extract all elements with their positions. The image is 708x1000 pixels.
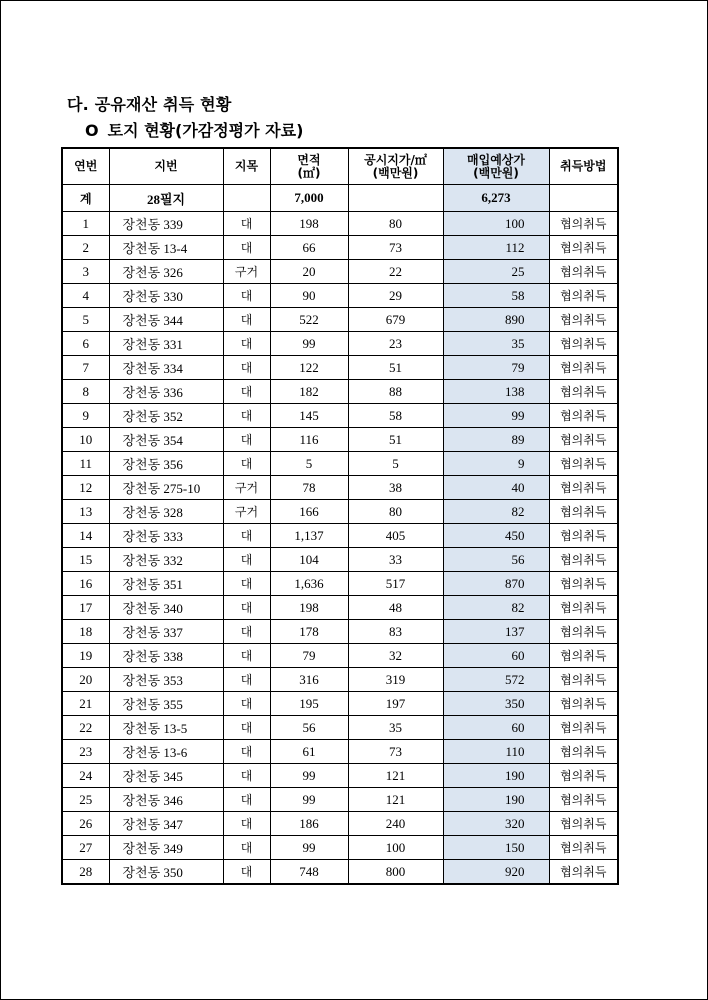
cell-no: 18 xyxy=(62,620,109,644)
cell-area: 99 xyxy=(270,836,348,860)
cell-area: 316 xyxy=(270,668,348,692)
cell-area: 122 xyxy=(270,356,348,380)
total-area: 7,000 xyxy=(270,185,348,212)
cell-jimok: 대 xyxy=(223,380,270,404)
table-row xyxy=(62,308,618,332)
cell-no: 15 xyxy=(62,548,109,572)
cell-jimok: 대 xyxy=(223,764,270,788)
cell-jimok: 대 xyxy=(223,572,270,596)
cell-jibeon: 장천동 13-6 xyxy=(109,740,223,764)
header-method: 취득방법 xyxy=(549,148,618,185)
cell-area: 182 xyxy=(270,380,348,404)
cell-no: 28 xyxy=(62,860,109,885)
cell-purchase: 890 xyxy=(443,308,549,332)
table-row xyxy=(62,452,618,476)
cell-no: 14 xyxy=(62,524,109,548)
cell-area: 99 xyxy=(270,764,348,788)
cell-jibeon: 장천동 351 xyxy=(109,572,223,596)
table-row xyxy=(62,236,618,260)
cell-jibeon: 장천동 347 xyxy=(109,812,223,836)
cell-area: 116 xyxy=(270,428,348,452)
cell-jibeon: 장천동 354 xyxy=(109,428,223,452)
header-area-line1: 면적 xyxy=(297,152,321,167)
cell-method: 협의취득 xyxy=(549,356,618,380)
cell-purchase: 99 xyxy=(443,404,549,428)
cell-method: 협의취득 xyxy=(549,668,618,692)
header-area xyxy=(270,148,348,185)
cell-area: 1,636 xyxy=(270,572,348,596)
header-purchase-line2: (백만원) xyxy=(473,165,519,180)
cell-purchase: 320 xyxy=(443,812,549,836)
subsection-title: 토지 현황(가감정평가 자료) xyxy=(107,121,304,140)
cell-price: 48 xyxy=(348,596,443,620)
table-row xyxy=(62,644,618,668)
total-price xyxy=(348,185,443,212)
cell-method: 협의취득 xyxy=(549,788,618,812)
cell-area: 61 xyxy=(270,740,348,764)
cell-price: 197 xyxy=(348,692,443,716)
cell-jibeon: 장천동 340 xyxy=(109,596,223,620)
cell-price: 679 xyxy=(348,308,443,332)
cell-jimok: 대 xyxy=(223,620,270,644)
cell-price: 80 xyxy=(348,212,443,236)
cell-area: 99 xyxy=(270,332,348,356)
cell-jimok: 대 xyxy=(223,452,270,476)
cell-area: 748 xyxy=(270,860,348,885)
cell-no: 10 xyxy=(62,428,109,452)
cell-area: 186 xyxy=(270,812,348,836)
cell-price: 240 xyxy=(348,812,443,836)
cell-jibeon: 장천동 332 xyxy=(109,548,223,572)
cell-jibeon: 장천동 337 xyxy=(109,620,223,644)
cell-area: 56 xyxy=(270,716,348,740)
cell-jimok: 대 xyxy=(223,284,270,308)
cell-method: 협의취득 xyxy=(549,764,618,788)
table-row xyxy=(62,572,618,596)
cell-price: 35 xyxy=(348,716,443,740)
cell-purchase: 82 xyxy=(443,596,549,620)
table-row xyxy=(62,476,618,500)
cell-no: 3 xyxy=(62,260,109,284)
cell-jimok: 대 xyxy=(223,740,270,764)
table-row xyxy=(62,596,618,620)
cell-method: 협의취득 xyxy=(549,284,618,308)
cell-area: 166 xyxy=(270,500,348,524)
cell-method: 협의취득 xyxy=(549,260,618,284)
cell-method: 협의취득 xyxy=(549,500,618,524)
cell-jibeon: 장천동 326 xyxy=(109,260,223,284)
cell-price: 121 xyxy=(348,788,443,812)
cell-jibeon: 장천동 353 xyxy=(109,668,223,692)
cell-jimok: 구거 xyxy=(223,476,270,500)
cell-purchase: 82 xyxy=(443,500,549,524)
cell-jibeon: 장천동 338 xyxy=(109,644,223,668)
cell-price: 800 xyxy=(348,860,443,885)
cell-area: 1,137 xyxy=(270,524,348,548)
table-row xyxy=(62,740,618,764)
cell-method: 협의취득 xyxy=(549,308,618,332)
cell-jimok: 대 xyxy=(223,596,270,620)
cell-jimok: 대 xyxy=(223,428,270,452)
cell-jimok: 구거 xyxy=(223,260,270,284)
cell-jibeon: 장천동 13-5 xyxy=(109,716,223,740)
cell-no: 12 xyxy=(62,476,109,500)
cell-price: 58 xyxy=(348,404,443,428)
total-method xyxy=(549,185,618,212)
table-row xyxy=(62,692,618,716)
cell-no: 9 xyxy=(62,404,109,428)
total-parcels: 28필지 xyxy=(109,185,223,212)
cell-area: 79 xyxy=(270,644,348,668)
cell-method: 협의취득 xyxy=(549,332,618,356)
table-row xyxy=(62,860,618,885)
cell-price: 73 xyxy=(348,236,443,260)
cell-jibeon: 장천동 356 xyxy=(109,452,223,476)
cell-method: 협의취득 xyxy=(549,428,618,452)
cell-method: 협의취득 xyxy=(549,572,618,596)
cell-price: 51 xyxy=(348,356,443,380)
cell-no: 1 xyxy=(62,212,109,236)
cell-jibeon: 장천동 275-10 xyxy=(109,476,223,500)
cell-jibeon: 장천동 331 xyxy=(109,332,223,356)
cell-jimok: 구거 xyxy=(223,500,270,524)
cell-purchase: 100 xyxy=(443,212,549,236)
cell-purchase: 56 xyxy=(443,548,549,572)
cell-jibeon: 장천동 333 xyxy=(109,524,223,548)
table-row xyxy=(62,524,618,548)
cell-jibeon: 장천동 13-4 xyxy=(109,236,223,260)
cell-area: 99 xyxy=(270,788,348,812)
cell-purchase: 150 xyxy=(443,836,549,860)
cell-method: 협의취득 xyxy=(549,860,618,885)
table-header-row xyxy=(62,148,618,185)
cell-method: 협의취득 xyxy=(549,548,618,572)
cell-price: 5 xyxy=(348,452,443,476)
cell-method: 협의취득 xyxy=(549,836,618,860)
cell-price: 51 xyxy=(348,428,443,452)
cell-purchase: 9 xyxy=(443,452,549,476)
cell-method: 협의취득 xyxy=(549,236,618,260)
cell-purchase: 138 xyxy=(443,380,549,404)
cell-jimok: 대 xyxy=(223,356,270,380)
cell-no: 23 xyxy=(62,740,109,764)
cell-jimok: 대 xyxy=(223,812,270,836)
cell-jimok: 대 xyxy=(223,644,270,668)
cell-area: 195 xyxy=(270,692,348,716)
cell-no: 16 xyxy=(62,572,109,596)
cell-price: 83 xyxy=(348,620,443,644)
cell-method: 협의취득 xyxy=(549,620,618,644)
cell-jibeon: 장천동 350 xyxy=(109,860,223,885)
cell-price: 38 xyxy=(348,476,443,500)
cell-area: 5 xyxy=(270,452,348,476)
cell-jimok: 대 xyxy=(223,716,270,740)
header-jibeon: 지번 xyxy=(109,148,223,185)
cell-method: 협의취득 xyxy=(549,524,618,548)
cell-jibeon: 장천동 355 xyxy=(109,692,223,716)
cell-purchase: 110 xyxy=(443,740,549,764)
table-row xyxy=(62,716,618,740)
cell-no: 6 xyxy=(62,332,109,356)
cell-jibeon: 장천동 345 xyxy=(109,764,223,788)
cell-area: 20 xyxy=(270,260,348,284)
header-area-line2: (㎡) xyxy=(297,165,321,180)
cell-price: 405 xyxy=(348,524,443,548)
cell-jimok: 대 xyxy=(223,548,270,572)
cell-price: 73 xyxy=(348,740,443,764)
cell-no: 4 xyxy=(62,284,109,308)
cell-no: 13 xyxy=(62,500,109,524)
cell-area: 90 xyxy=(270,284,348,308)
cell-method: 협의취득 xyxy=(549,644,618,668)
table-row xyxy=(62,620,618,644)
cell-purchase: 40 xyxy=(443,476,549,500)
cell-jibeon: 장천동 352 xyxy=(109,404,223,428)
total-purchase: 6,273 xyxy=(443,185,549,212)
cell-purchase: 920 xyxy=(443,860,549,885)
header-price xyxy=(348,148,443,185)
header-purchase-line1: 매입예상가 xyxy=(467,152,525,167)
table-row xyxy=(62,500,618,524)
cell-no: 5 xyxy=(62,308,109,332)
cell-price: 80 xyxy=(348,500,443,524)
cell-jimok: 대 xyxy=(223,332,270,356)
header-purchase xyxy=(443,148,549,185)
cell-jibeon: 장천동 330 xyxy=(109,284,223,308)
cell-no: 8 xyxy=(62,380,109,404)
cell-purchase: 89 xyxy=(443,428,549,452)
cell-jibeon: 장천동 349 xyxy=(109,836,223,860)
table-row xyxy=(62,812,618,836)
cell-method: 협의취득 xyxy=(549,596,618,620)
cell-price: 100 xyxy=(348,836,443,860)
subsection-heading xyxy=(85,118,303,141)
header-no: 연번 xyxy=(62,148,109,185)
header-price-line2: (백만원) xyxy=(372,165,419,180)
cell-method: 협의취득 xyxy=(549,452,618,476)
cell-jimok: 대 xyxy=(223,236,270,260)
cell-price: 23 xyxy=(348,332,443,356)
cell-method: 협의취득 xyxy=(549,812,618,836)
cell-method: 협의취득 xyxy=(549,476,618,500)
cell-area: 78 xyxy=(270,476,348,500)
cell-no: 26 xyxy=(62,812,109,836)
cell-jibeon: 장천동 339 xyxy=(109,212,223,236)
cell-no: 22 xyxy=(62,716,109,740)
cell-method: 협의취득 xyxy=(549,716,618,740)
section-heading: 다. 공유재산 취득 현황 xyxy=(67,95,232,114)
cell-jimok: 대 xyxy=(223,668,270,692)
cell-purchase: 137 xyxy=(443,620,549,644)
table-row xyxy=(62,548,618,572)
cell-area: 522 xyxy=(270,308,348,332)
table-row xyxy=(62,356,618,380)
cell-area: 198 xyxy=(270,212,348,236)
cell-purchase: 25 xyxy=(443,260,549,284)
cell-no: 25 xyxy=(62,788,109,812)
land-status-table xyxy=(61,147,619,885)
cell-purchase: 60 xyxy=(443,644,549,668)
cell-no: 11 xyxy=(62,452,109,476)
cell-purchase: 35 xyxy=(443,332,549,356)
cell-no: 19 xyxy=(62,644,109,668)
cell-purchase: 190 xyxy=(443,788,549,812)
table-row xyxy=(62,212,618,236)
cell-no: 2 xyxy=(62,236,109,260)
cell-jimok: 대 xyxy=(223,524,270,548)
cell-jibeon: 장천동 336 xyxy=(109,380,223,404)
cell-method: 협의취득 xyxy=(549,212,618,236)
header-price-line1: 공시지가/㎡ xyxy=(364,152,427,167)
table-row xyxy=(62,284,618,308)
cell-method: 협의취득 xyxy=(549,692,618,716)
cell-purchase: 450 xyxy=(443,524,549,548)
table-row xyxy=(62,380,618,404)
cell-jibeon: 장천동 344 xyxy=(109,308,223,332)
cell-jimok: 대 xyxy=(223,404,270,428)
cell-purchase: 79 xyxy=(443,356,549,380)
cell-jibeon: 장천동 328 xyxy=(109,500,223,524)
cell-area: 104 xyxy=(270,548,348,572)
cell-jimok: 대 xyxy=(223,860,270,885)
table-row xyxy=(62,668,618,692)
cell-jimok: 대 xyxy=(223,212,270,236)
total-label: 계 xyxy=(62,185,109,212)
table-row xyxy=(62,260,618,284)
cell-purchase: 58 xyxy=(443,284,549,308)
table-row xyxy=(62,836,618,860)
cell-price: 517 xyxy=(348,572,443,596)
table-row xyxy=(62,788,618,812)
cell-jimok: 대 xyxy=(223,692,270,716)
cell-no: 20 xyxy=(62,668,109,692)
cell-jibeon: 장천동 334 xyxy=(109,356,223,380)
cell-purchase: 350 xyxy=(443,692,549,716)
cell-purchase: 572 xyxy=(443,668,549,692)
cell-no: 7 xyxy=(62,356,109,380)
total-jimok xyxy=(223,185,270,212)
table-row xyxy=(62,404,618,428)
table-row xyxy=(62,428,618,452)
table-row xyxy=(62,332,618,356)
cell-price: 121 xyxy=(348,764,443,788)
header-jimok: 지목 xyxy=(223,148,270,185)
cell-jibeon: 장천동 346 xyxy=(109,788,223,812)
cell-no: 21 xyxy=(62,692,109,716)
cell-no: 24 xyxy=(62,764,109,788)
cell-method: 협의취득 xyxy=(549,380,618,404)
cell-price: 319 xyxy=(348,668,443,692)
cell-jimok: 대 xyxy=(223,308,270,332)
cell-price: 88 xyxy=(348,380,443,404)
cell-area: 66 xyxy=(270,236,348,260)
cell-price: 29 xyxy=(348,284,443,308)
cell-method: 협의취득 xyxy=(549,404,618,428)
table-row xyxy=(62,764,618,788)
total-row xyxy=(62,185,618,212)
cell-no: 27 xyxy=(62,836,109,860)
cell-area: 198 xyxy=(270,596,348,620)
cell-jimok: 대 xyxy=(223,836,270,860)
cell-price: 33 xyxy=(348,548,443,572)
cell-purchase: 190 xyxy=(443,764,549,788)
cell-purchase: 870 xyxy=(443,572,549,596)
cell-price: 32 xyxy=(348,644,443,668)
cell-purchase: 112 xyxy=(443,236,549,260)
cell-area: 145 xyxy=(270,404,348,428)
cell-method: 협의취득 xyxy=(549,740,618,764)
cell-no: 17 xyxy=(62,596,109,620)
circle-bullet: O xyxy=(85,121,99,140)
cell-jimok: 대 xyxy=(223,788,270,812)
cell-area: 178 xyxy=(270,620,348,644)
cell-price: 22 xyxy=(348,260,443,284)
cell-purchase: 60 xyxy=(443,716,549,740)
